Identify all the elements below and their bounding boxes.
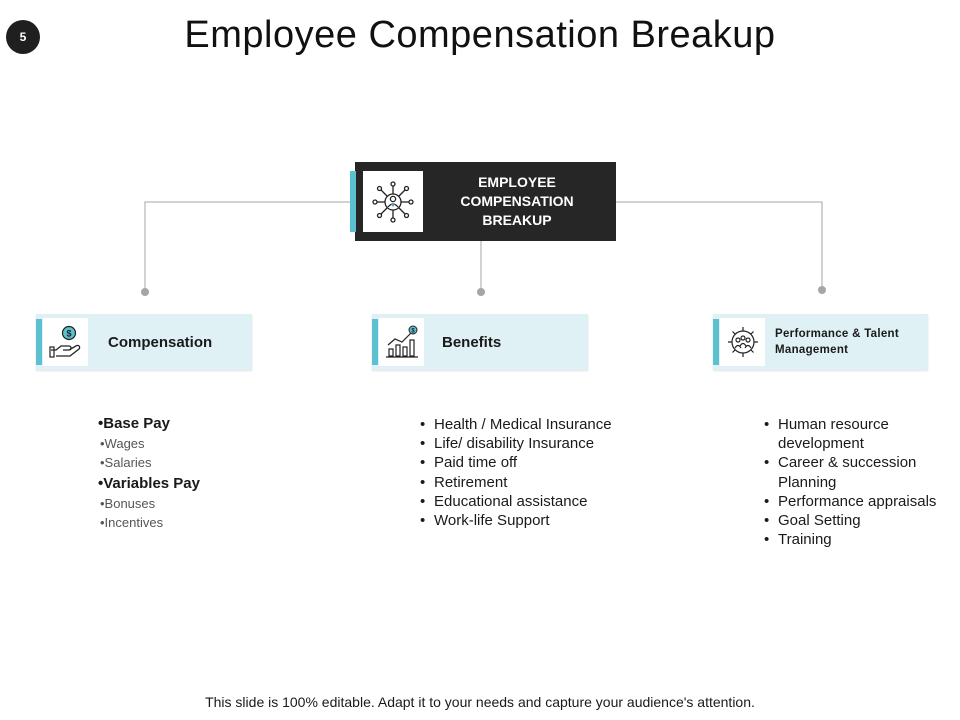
- connector-dot-left: [141, 288, 149, 296]
- list-item-base-pay: •Base Pay: [98, 415, 170, 432]
- node-accent-bar: [713, 319, 719, 365]
- connector-dot-right: [818, 286, 826, 294]
- root-accent-bar: [350, 171, 356, 232]
- node-accent-bar: [36, 319, 42, 365]
- list-item-wages: •Wages: [100, 436, 145, 451]
- node-accent-bar: [372, 319, 378, 365]
- list-item: • Human resource: [764, 416, 889, 433]
- list-item-bonuses: •Bonuses: [100, 496, 156, 511]
- slide-number-badge: 5: [6, 20, 40, 54]
- list-item-salaries: •Salaries: [100, 455, 152, 470]
- hand-money-icon: [43, 318, 88, 366]
- list-item: • Training: [764, 531, 832, 549]
- compensation-list: [98, 414, 298, 532]
- node-compensation: [36, 314, 252, 370]
- list-item-continuation: development: [778, 435, 864, 453]
- list-item: • Performance appraisals: [764, 492, 937, 510]
- node-compensation-label: Compensation: [108, 333, 213, 351]
- list-item: • Educational assistance: [420, 492, 588, 510]
- gear-team-icon: [720, 318, 765, 366]
- svg-text:$: $: [65, 328, 72, 339]
- connector-right: [616, 202, 822, 290]
- list-item-incentives: •Incentives: [100, 515, 164, 530]
- connector-dot-middle: [477, 288, 485, 296]
- node-benefits-label: Benefits: [442, 333, 502, 351]
- root-node-label: EMPLOYEE COMPENSATION BREAKUP: [460, 174, 574, 228]
- performance-list: [764, 415, 956, 549]
- list-item: • Work-life Support: [420, 512, 550, 530]
- list-item: • Retirement: [420, 473, 508, 491]
- node-performance-label: Performance & Talent Management: [775, 328, 900, 356]
- list-item: • Health / Medical Insurance: [420, 416, 612, 433]
- root-node: [355, 162, 616, 241]
- node-performance: [713, 314, 928, 370]
- footer-note: This slide is 100% editable. Adapt it to your needs and capture your audience's attention.: [205, 694, 755, 710]
- list-item-variable-pay: •Variables Pay: [98, 475, 200, 492]
- network-person-icon: [363, 171, 423, 232]
- node-benefits: [372, 314, 588, 370]
- list-item: • Goal Setting: [764, 512, 861, 530]
- list-item: • Life/ disability Insurance: [420, 435, 595, 453]
- page-title: Employee Compensation Breakup: [184, 14, 776, 56]
- list-item-continuation: Planning: [778, 473, 837, 491]
- growth-chart-icon: [379, 318, 424, 366]
- list-item: • Paid time off: [420, 454, 518, 472]
- benefits-list: [420, 415, 660, 530]
- connector-left: [145, 202, 355, 292]
- list-item: • Career & succession: [764, 454, 917, 472]
- svg-text:$: $: [410, 328, 415, 335]
